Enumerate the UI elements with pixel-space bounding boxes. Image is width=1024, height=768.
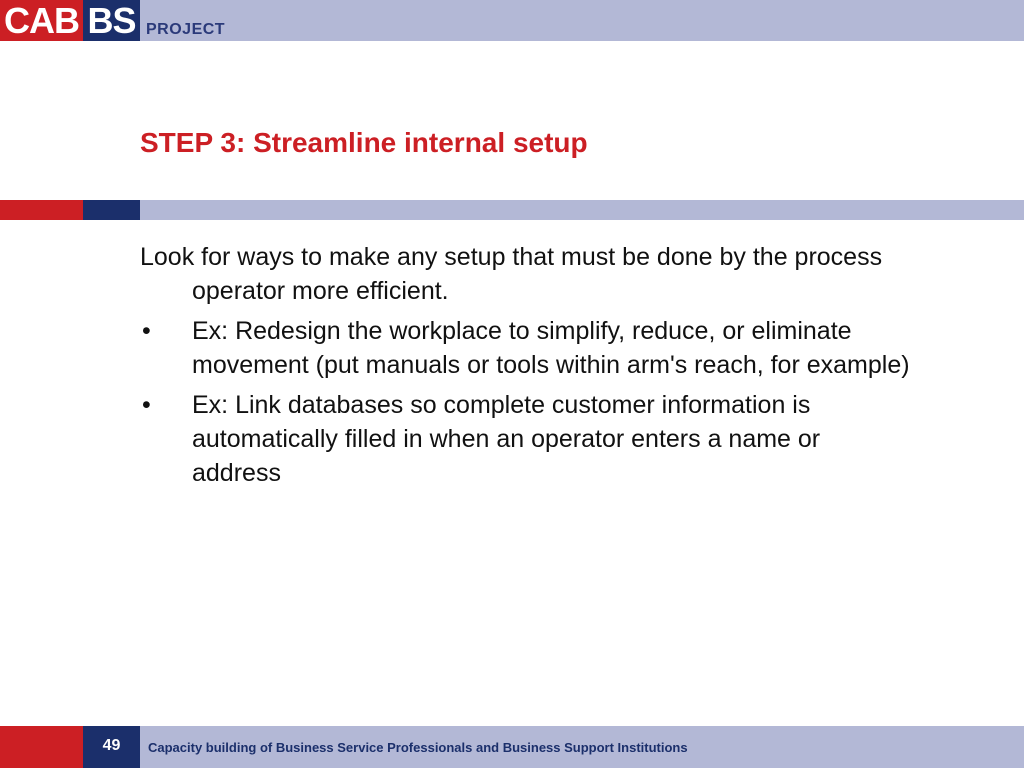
footer-red [0, 726, 83, 768]
page-title: STEP 3: Streamline internal setup [140, 127, 588, 158]
content [140, 240, 1020, 490]
bullet-marker: • [142, 391, 151, 419]
divider-navy [83, 200, 140, 220]
bullet-line: Ex: Link databases so complete customer information is [192, 391, 811, 419]
footer-text: Capacity building of Business Service Professionals and Business Support Institutions [148, 740, 688, 755]
divider-red [0, 200, 83, 220]
bullet-marker: • [142, 317, 151, 345]
footer-bar [140, 726, 1024, 768]
page-number: 49 [83, 726, 140, 768]
intro-line: operator more efficient. [192, 277, 449, 305]
logo-bs: BS [83, 0, 140, 41]
bullet-item [140, 388, 1020, 490]
logo-cab: CAB [0, 0, 83, 41]
intro-line: Look for ways to make any setup that must be done by the process [140, 243, 883, 271]
bullet-line: automatically filled in when an operator enters a name or [192, 425, 821, 453]
logo-project: PROJECT [146, 21, 226, 38]
bullet-line: movement (put manuals or tools within arm's reach, for example) [192, 351, 910, 379]
bullet-line: Ex: Redesign the workplace to simplify, reduce, or eliminate [192, 317, 852, 345]
bullet-item [140, 314, 1020, 382]
header-bar [140, 0, 1024, 41]
divider-lavender [140, 200, 1024, 220]
bullet-line: address [192, 459, 281, 487]
